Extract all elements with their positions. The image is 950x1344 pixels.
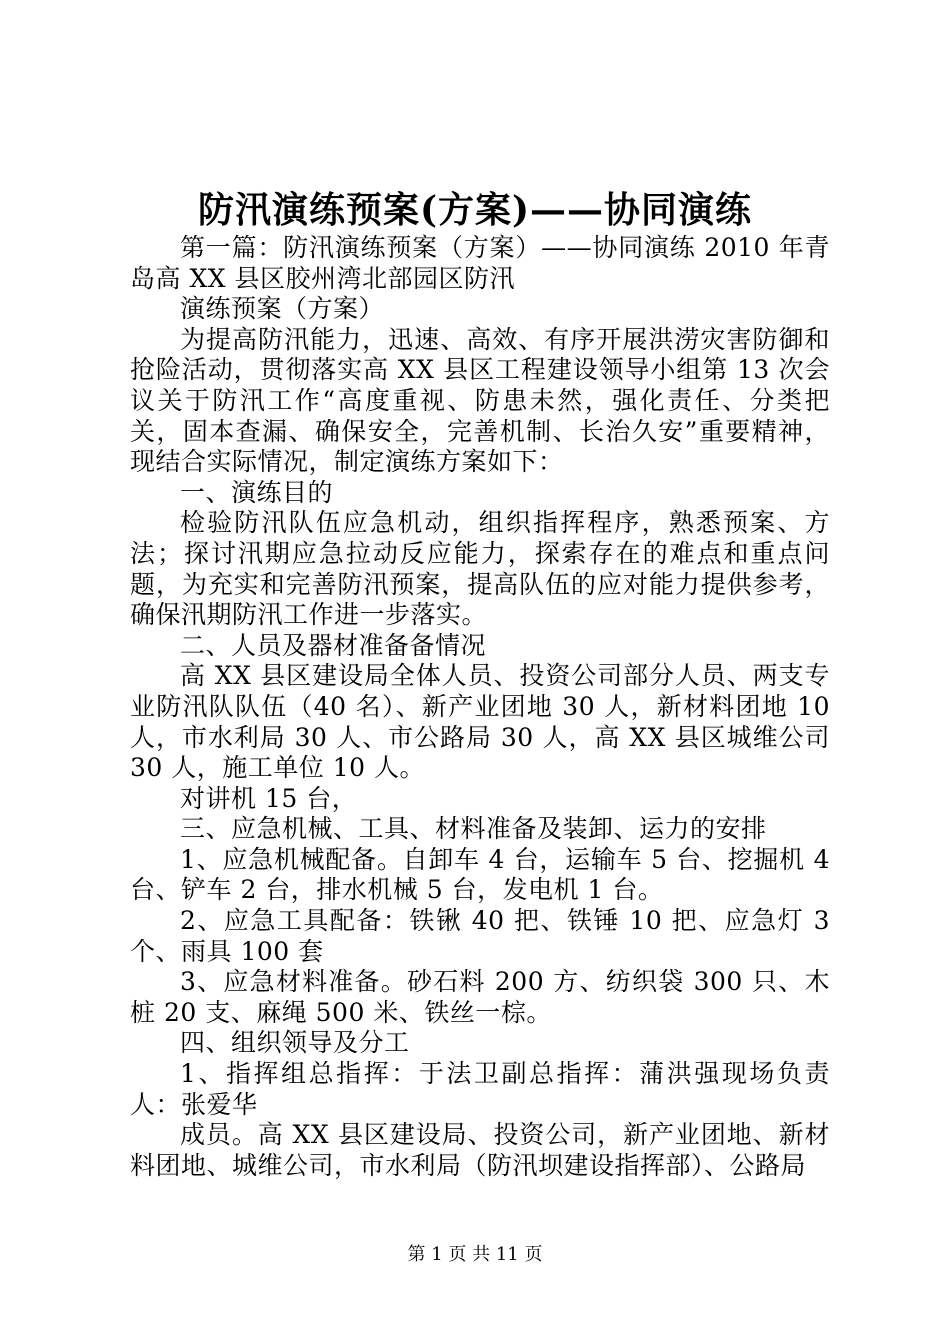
section-heading: 二、人员及器材准备备情况 — [180, 630, 487, 660]
paragraph: 3、应急材料准备。砂石料 200 方、纺织袋 300 只、木桩 20 支、麻绳 500 米、铁丝一棕。 — [130, 967, 830, 1027]
paragraph: 对讲机 15 台， — [180, 783, 358, 813]
paragraph: 1、应急机械配备。自卸车 4 台，运输车 5 台、挖掘机 4 台、铲车 2 台，排水机械 5 台，发电机 1 台。 — [130, 844, 830, 905]
section-heading: 一、演练目的 — [180, 477, 334, 507]
paragraph: 检验防汛队伍应急机动，组织指挥程序，熟悉预案、方法；探讨汛期应急拉动反应能力，探索存在的难点和重点问题，为充实和完善防汛预案，提高队伍的应对能力提供参考，确保汛期防汛工作进一步落实。 — [130, 508, 830, 630]
paragraph: 高 XX 县区建设局全体人员、投资公司部分人员、两支专业防汛队队伍（40 名）、新产业团地 30 人，新材料团地 10 人，市水利局 30 人、市公路局 30 人，高 XX 县区城维公司 30 人，施工单位 10 人。 — [130, 661, 830, 783]
document-title: 防汛演练预案(方案)——协同演练 — [197, 189, 753, 231]
section-heading: 三、应急机械、工具、材料准备及装卸、运力的安排 — [180, 814, 767, 844]
paragraph: 第一篇：防汛演练预案（方案）——协同演练 2010 年青岛高 XX 县区胶州湾北部园区防汛 — [130, 233, 830, 293]
paragraph: 成员。高 XX 县区建设局、投资公司，新产业团地、新材料团地、城维公司，市水利局（防汛坝建设指挥部）、公路局 — [130, 1120, 830, 1180]
paragraph: 1、指挥组总指挥：于法卫副总指挥：蒲洪强现场负责人：张爱华 — [130, 1059, 830, 1119]
paragraph: 演练预案（方案） — [180, 294, 385, 324]
section-heading: 四、组织领导及分工 — [180, 1028, 410, 1058]
document-body — [130, 233, 830, 1181]
paragraph: 2、应急工具配备：铁锹 40 把、铁锤 10 把、应急灯 3 个、雨具 100 套 — [130, 906, 830, 966]
page-footer: 第 1 页 共 11 页 — [407, 1244, 543, 1265]
paragraph: 为提高防汛能力，迅速、高效、有序开展洪涝灾害防御和抢险活动，贯彻落实高 XX 县区工程建设领导小组第 13 次会议关于防汛工作“高度重视、防患未然，强化责任、分类把关，固本查漏、确保安全，完善机制、长治久安”重要精神，现结合实际情况，制定演练方案如下： — [130, 324, 830, 477]
